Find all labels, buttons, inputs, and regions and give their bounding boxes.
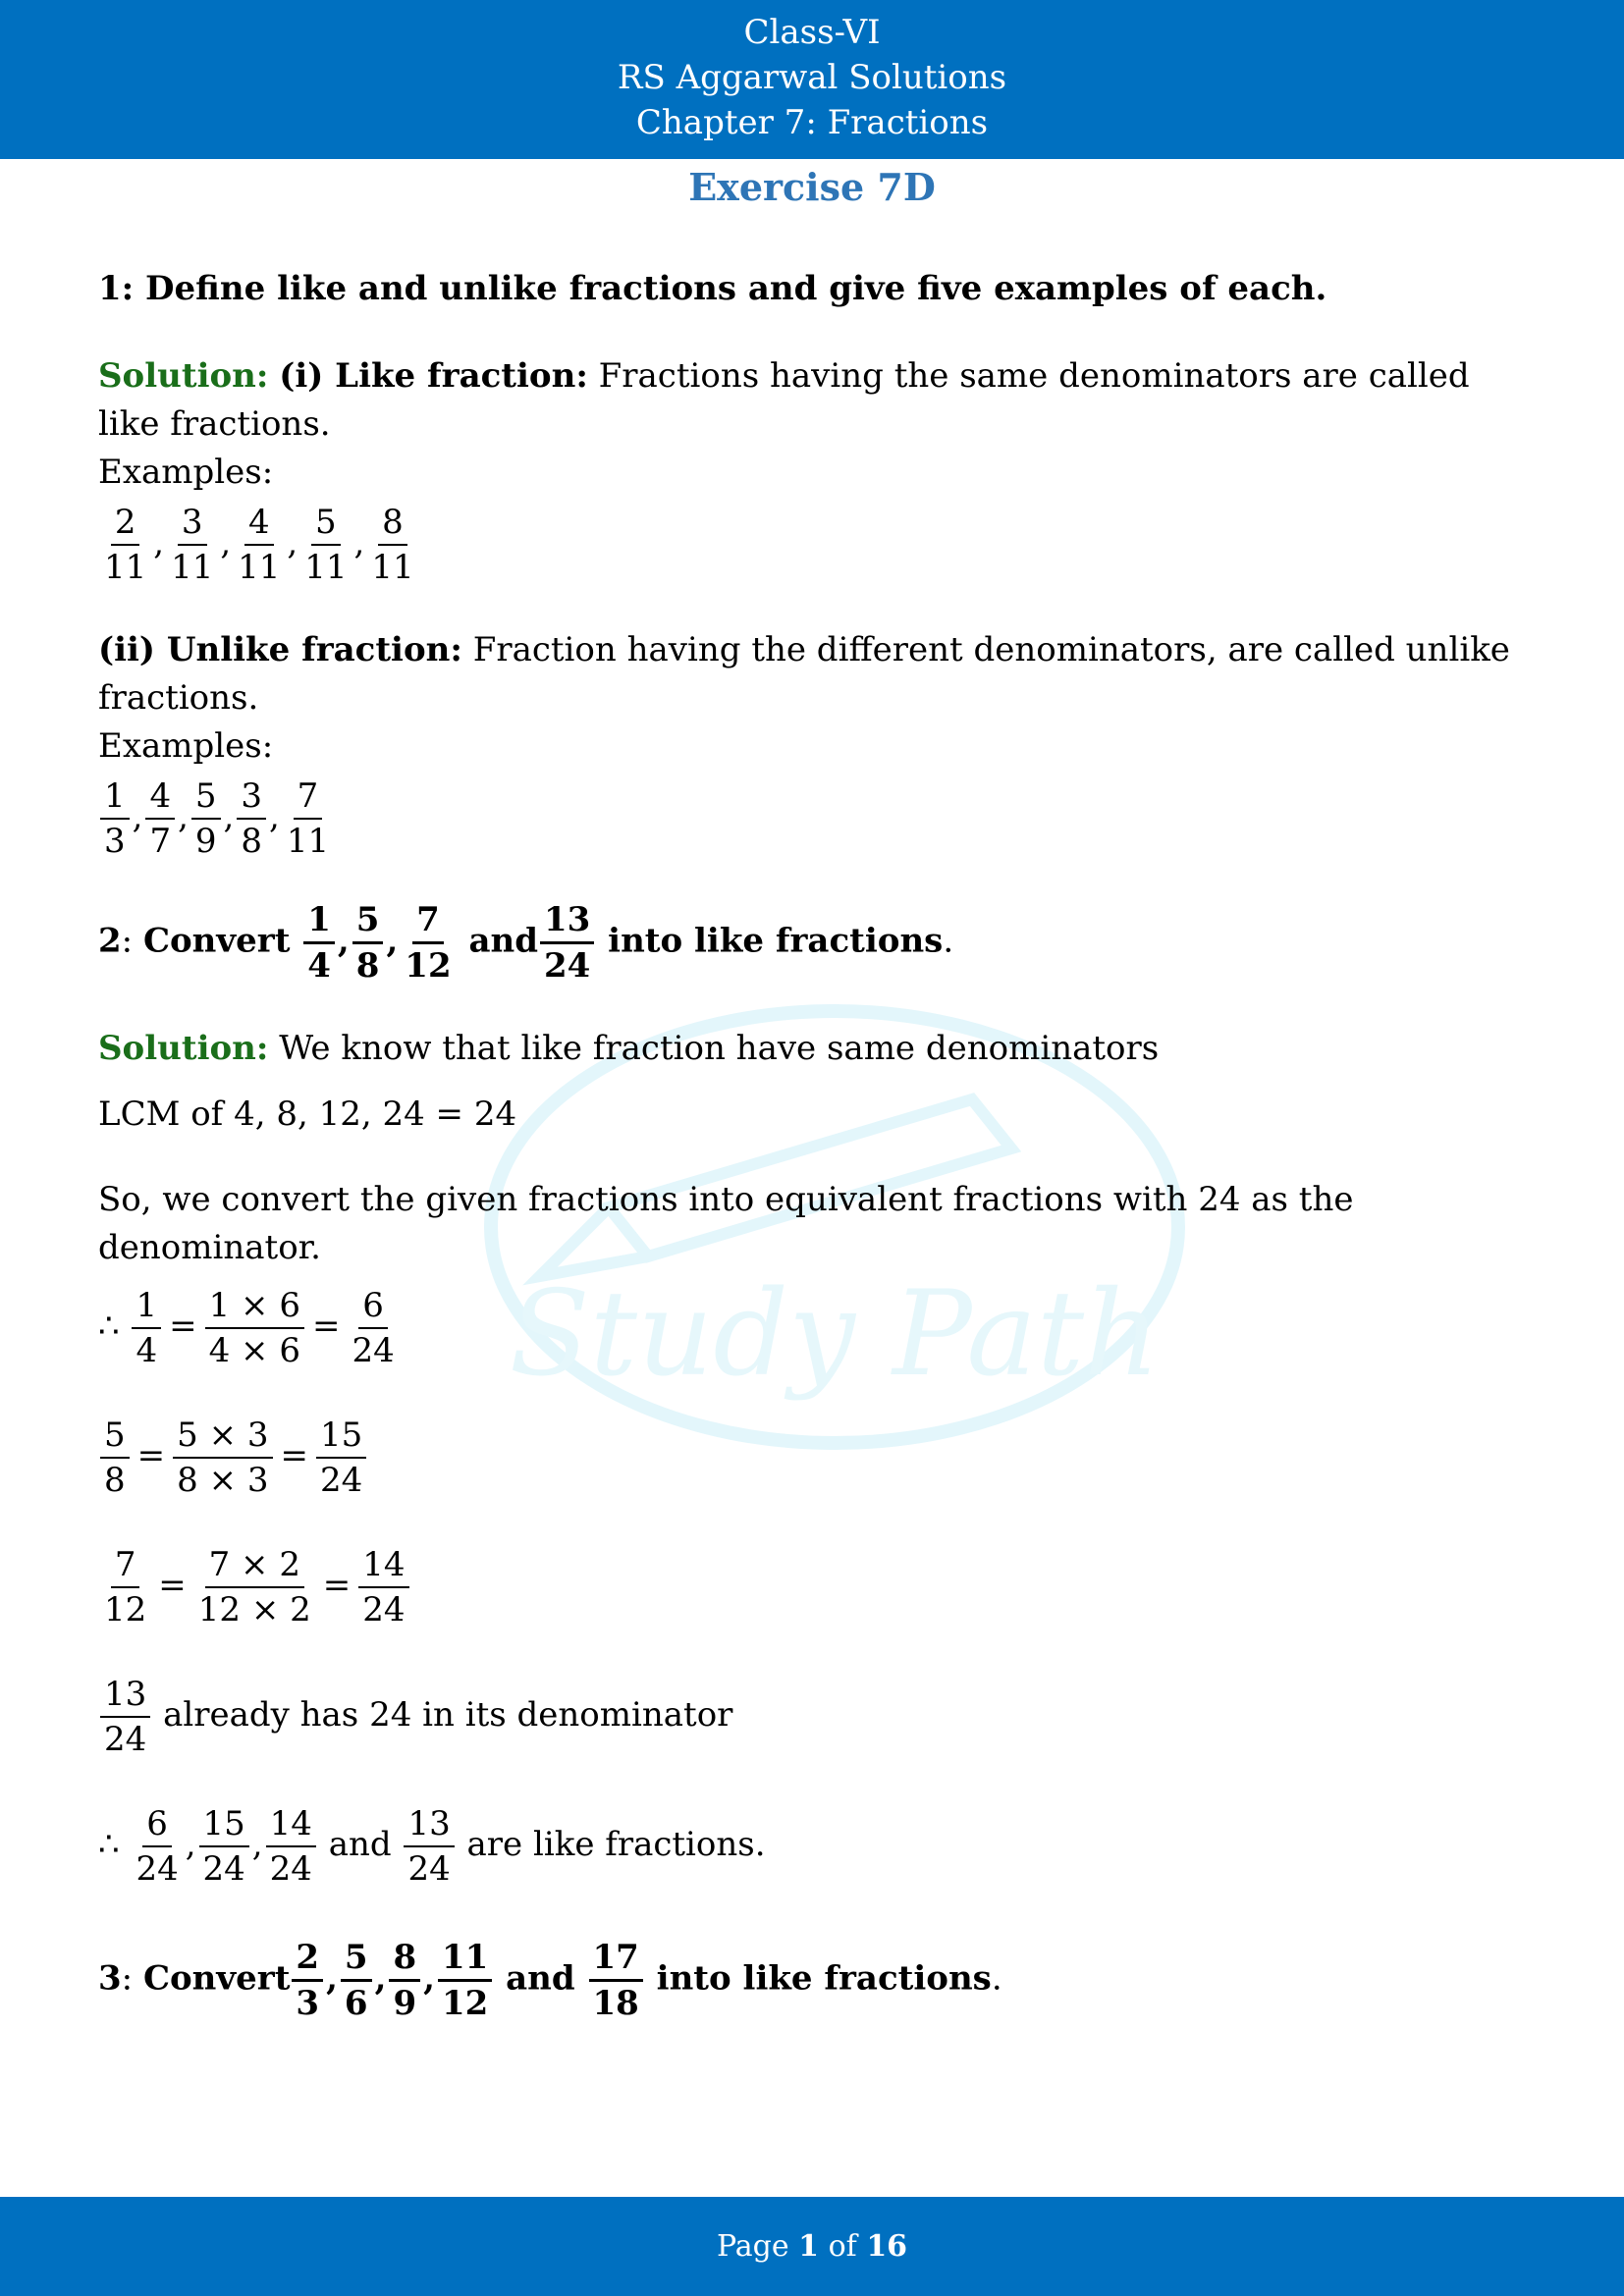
fraction [132, 1286, 161, 1370]
fraction [292, 1938, 323, 2023]
lcm-line: LCM of 4, 8, 12, 24 = 24 [98, 1095, 517, 1134]
fraction [132, 1804, 182, 1889]
page-label: Page [716, 2229, 789, 2264]
fraction [358, 1545, 408, 1629]
denominator: 11 [286, 822, 330, 861]
fraction [438, 1938, 492, 2023]
numerator: 15 [199, 1804, 249, 1847]
numerator: 4 [145, 776, 175, 820]
numerator: 13 [540, 900, 594, 944]
numerator: 1 [303, 900, 335, 944]
denominator: 9 [393, 1984, 417, 2023]
like-fraction-heading: (i) Like fraction: [279, 356, 588, 396]
numerator: 5 [311, 503, 341, 546]
page-current: 1 [798, 2229, 820, 2264]
denominator: 4 [307, 946, 331, 986]
fraction [234, 503, 284, 587]
examples-label: Examples: [98, 453, 274, 492]
denominator: 24 [104, 1720, 147, 1759]
numerator: 7 [412, 900, 444, 944]
numerator: 8 [378, 503, 407, 546]
denominator: 4 [135, 1331, 158, 1370]
numerator: 11 [438, 1938, 492, 1982]
numerator: 7 [294, 776, 323, 820]
denominator: 11 [238, 548, 281, 587]
numerator: 13 [404, 1804, 454, 1847]
solution-label: Solution: [98, 356, 269, 396]
denominator: 24 [269, 1849, 312, 1889]
fraction [100, 776, 130, 861]
q1-like-definition [98, 352, 1532, 449]
numerator: 7 × 2 [205, 1545, 304, 1588]
fraction [173, 1415, 272, 1500]
fraction [352, 900, 384, 986]
fraction [205, 1286, 304, 1370]
denominator: 24 [543, 946, 591, 986]
header-book: RS Aggarwal Solutions [617, 58, 1007, 97]
numerator: 3 [237, 776, 266, 820]
denominator: 9 [194, 822, 217, 861]
q1-unlike-definition [98, 626, 1532, 722]
denominator: 4 × 6 [208, 1331, 300, 1370]
page-total: 16 [866, 2229, 908, 2264]
fraction [199, 1804, 249, 1889]
numerator: 13 [100, 1675, 150, 1718]
of-label: of [828, 2229, 857, 2264]
numerator: 1 × 6 [205, 1286, 304, 1329]
denominator: 24 [407, 1849, 451, 1889]
denominator: 8 × 3 [177, 1461, 269, 1500]
examples-label: Examples: [98, 726, 274, 766]
denominator: 24 [202, 1849, 245, 1889]
denominator: 8 [104, 1461, 126, 1500]
question-3: 3: Convert $\frac{2}{3}$ , $\frac{5}{6}$ , $\frac{8}{9}$ , $\frac{11}{12}$ and $\frac{17}{18}$ into like fractions. [98, 1938, 1002, 2023]
step-3: $\frac{7}{12}$ = $\frac{7 \times 2}{12 \times 2}$ = $\frac{14}{24}$ [98, 1531, 1532, 1639]
denominator: 24 [135, 1849, 179, 1889]
numerator: 5 [100, 1415, 130, 1459]
numerator: 5 [191, 776, 221, 820]
fraction [540, 900, 594, 986]
fraction [401, 900, 455, 986]
denominator: 12 × 2 [197, 1590, 311, 1629]
header-class: Class-VI [743, 13, 881, 52]
fraction [316, 1415, 366, 1500]
page-header [0, 0, 1624, 159]
unlike-fraction-definition: Fraction having the different denominators, are called unlike fractions. [98, 630, 1510, 718]
fraction [167, 503, 217, 587]
unlike-examples: $\frac{1}{3}$ , $\frac{4}{7}$ , $\frac{5}{9}$ , $\frac{3}{8}$ , $\frac{7}{11}$ [98, 776, 1532, 861]
page-content [98, 265, 1532, 2023]
numerator: 1 [132, 1286, 161, 1329]
fraction [367, 503, 417, 587]
fraction [191, 776, 221, 861]
denominator: 24 [352, 1331, 395, 1370]
fraction [237, 776, 266, 861]
result-line: ∴ $\frac{6}{24}$ , $\frac{15}{24}$ , $\frac{14}{24}$ and $\frac{13}{24}$ are like fractions. [98, 1804, 766, 1889]
header-chapter: Chapter 7: Fractions [635, 103, 989, 142]
svg-text:Study Path: Study Path [509, 1266, 1161, 1403]
denominator: 12 [405, 946, 452, 986]
question-2: 2: Convert $\frac{1}{4}$ , $\frac{5}{8}$ , $\frac{7}{12}$ and $\frac{13}{24}$ into like fractions. [98, 900, 954, 986]
numerator: 2 [292, 1938, 323, 1982]
numerator: 8 [389, 1938, 420, 1982]
solution-label: Solution: [98, 1029, 269, 1068]
denominator: 18 [592, 1984, 639, 2023]
denominator: 11 [104, 548, 147, 587]
like-examples: $\frac{2}{11}$ , $\frac{3}{11}$ , $\frac{4}{11}$ , $\frac{5}{11}$ , $\frac{8}{11}$ [98, 503, 1532, 587]
numerator: 5 × 3 [173, 1415, 272, 1459]
denominator: 8 [241, 822, 262, 861]
numerator: 5 [341, 1938, 372, 1982]
denominator: 11 [304, 548, 348, 587]
question-1: 1: Define like and unlike fractions and give five examples of each. [98, 269, 1327, 308]
numerator: 7 [111, 1545, 140, 1588]
fraction [145, 776, 175, 861]
numerator: 4 [244, 503, 274, 546]
denominator: 12 [104, 1590, 147, 1629]
fraction [100, 1675, 150, 1759]
page-footer [0, 2197, 1624, 2296]
numerator: 2 [111, 503, 140, 546]
fraction [100, 503, 150, 587]
fraction [404, 1804, 454, 1889]
exercise-title: Exercise 7D [688, 165, 936, 209]
numerator: 3 [178, 503, 207, 546]
denominator: 8 [355, 946, 380, 986]
fraction [283, 776, 333, 861]
fraction [100, 1415, 130, 1500]
numerator: 5 [352, 900, 384, 944]
fraction [589, 1938, 643, 2023]
step-1: ∴ $\frac{1}{4}$ = $\frac{1 \times 6}{4 \times 6}$ = $\frac{6}{24}$ [98, 1272, 1532, 1380]
denominator: 24 [320, 1461, 363, 1500]
numerator: 15 [316, 1415, 366, 1459]
already-line: $\frac{13}{24}$ already has 24 in its denominator [98, 1661, 1532, 1769]
fraction [266, 1804, 316, 1889]
numerator: 6 [142, 1804, 172, 1847]
denominator: 3 [104, 822, 126, 861]
numerator: 6 [358, 1286, 388, 1329]
fraction [303, 900, 335, 986]
fraction [100, 1545, 150, 1629]
denominator: 11 [171, 548, 214, 587]
fraction [194, 1545, 315, 1629]
numerator: 1 [100, 776, 130, 820]
unlike-fraction-heading: (ii) Unlike fraction: [98, 630, 462, 669]
numerator: 14 [266, 1804, 316, 1847]
denominator: 12 [441, 1984, 489, 2023]
q2-solution-intro: Solution: We know that like fraction have same denominators [98, 1029, 1160, 1068]
numerator: 14 [358, 1545, 408, 1588]
fraction [341, 1938, 372, 2023]
fraction [389, 1938, 420, 2023]
denominator: 3 [296, 1984, 320, 2023]
denominator: 11 [371, 548, 414, 587]
denominator: 24 [362, 1590, 406, 1629]
like-fraction-definition: Fractions having the same denominators are called like fractions. [98, 356, 1470, 444]
denominator: 6 [344, 1984, 368, 2023]
step-2: $\frac{5}{8}$ = $\frac{5 \times 3}{8 \times 3}$ = $\frac{15}{24}$ [98, 1402, 1532, 1510]
convert-explanation: So, we convert the given fractions into equivalent fractions with 24 as the denominator. [98, 1180, 1354, 1267]
fraction [348, 1286, 398, 1370]
numerator: 17 [589, 1938, 643, 1982]
fraction [300, 503, 351, 587]
denominator: 7 [149, 822, 172, 861]
